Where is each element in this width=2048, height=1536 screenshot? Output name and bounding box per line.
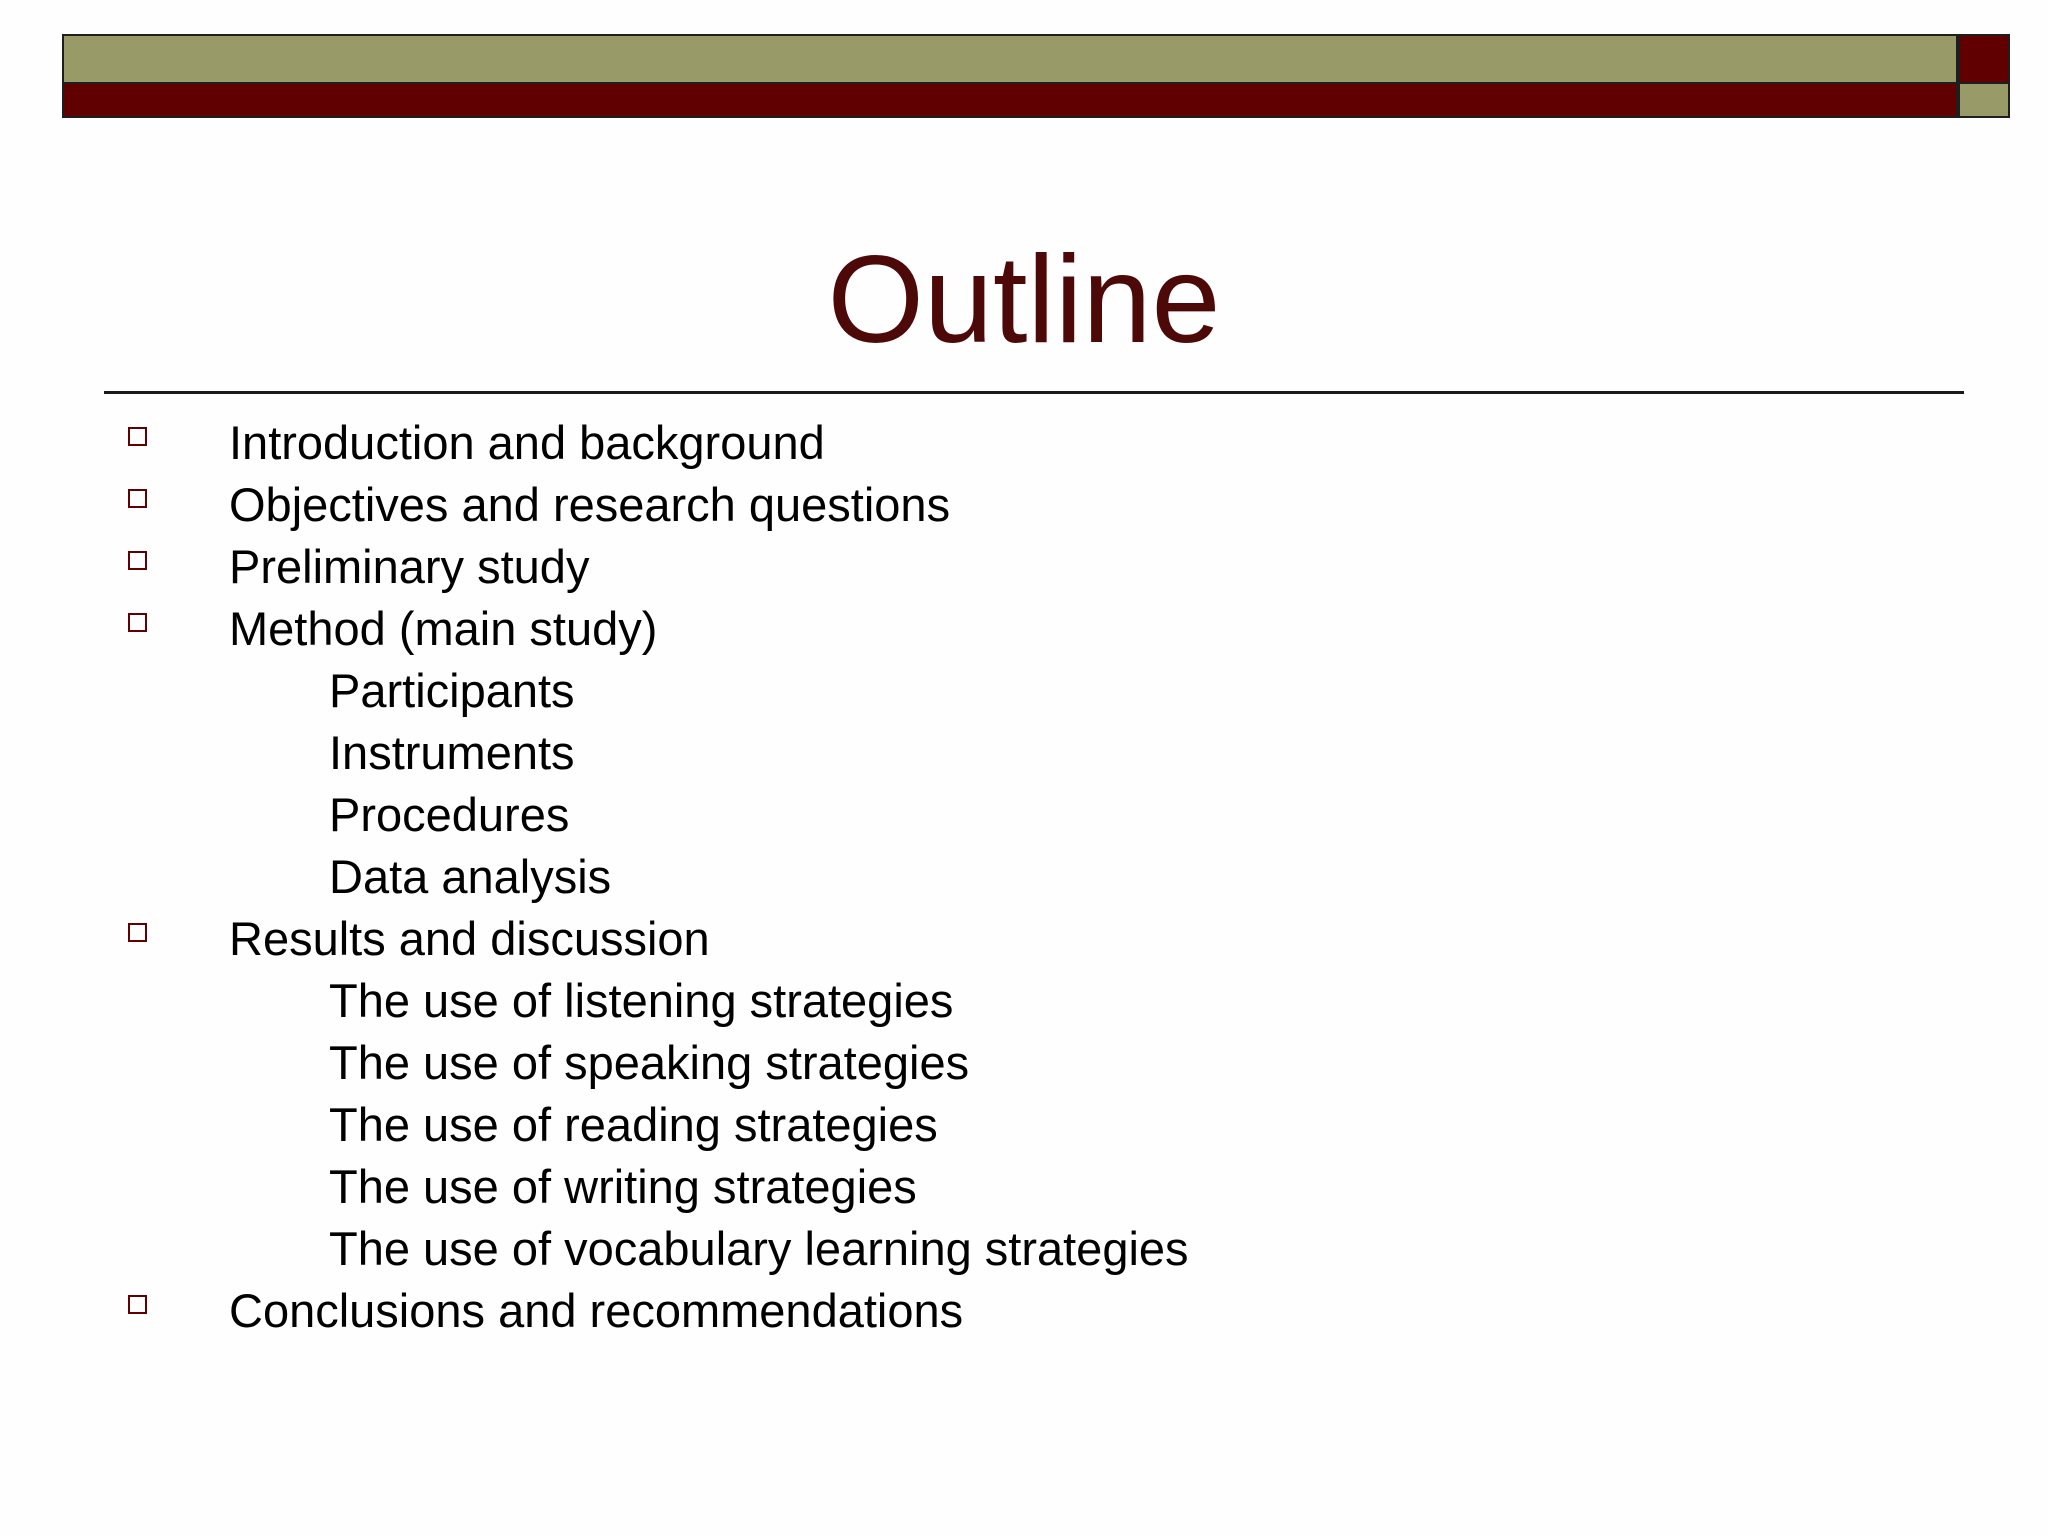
hollow-square-icon <box>128 613 147 632</box>
outline-item-text: Preliminary study <box>229 540 590 593</box>
outline-list <box>0 412 2048 1342</box>
outline-item-text: Objectives and research questions <box>229 478 951 531</box>
outline-item-text: Procedures <box>329 788 570 841</box>
hollow-square-icon <box>128 427 147 446</box>
outline-item-text: The use of reading strategies <box>329 1098 938 1151</box>
header-maroon-band <box>62 84 1958 118</box>
outline-subitem <box>0 1094 2048 1156</box>
header-olive-square <box>1958 84 2010 118</box>
outline-item-text: The use of speaking strategies <box>329 1036 970 1089</box>
slide-title: Outline <box>827 231 1221 369</box>
outline-item <box>0 908 2048 970</box>
header-decoration <box>62 34 2010 118</box>
outline-subitem <box>0 784 2048 846</box>
outline-subitem <box>0 1218 2048 1280</box>
outline-subitem <box>0 970 2048 1032</box>
outline-item-text: The use of vocabulary learning strategies <box>329 1222 1189 1275</box>
outline-item-text: Results and discussion <box>229 912 710 965</box>
hollow-square-icon <box>128 1295 147 1314</box>
outline-item <box>0 536 2048 598</box>
outline-item-text: Method (main study) <box>229 602 658 655</box>
outline-item-text: Introduction and background <box>229 416 825 469</box>
hollow-square-icon <box>128 923 147 942</box>
outline-subitem <box>0 1032 2048 1094</box>
outline-item-text: The use of listening strategies <box>329 974 954 1027</box>
outline-item-text: The use of writing strategies <box>329 1160 917 1213</box>
outline-item-text: Conclusions and recommendations <box>229 1284 964 1337</box>
outline-subitem <box>0 722 2048 784</box>
outline-item <box>0 412 2048 474</box>
outline-subitem <box>0 1156 2048 1218</box>
outline-item <box>0 474 2048 536</box>
outline-subitem <box>0 660 2048 722</box>
title-divider <box>104 391 1964 394</box>
outline-item <box>0 598 2048 660</box>
header-olive-band <box>62 34 1958 84</box>
hollow-square-icon <box>128 489 147 508</box>
header-maroon-square <box>1958 34 2010 84</box>
hollow-square-icon <box>128 551 147 570</box>
outline-item-text: Instruments <box>329 726 575 779</box>
outline-subitem <box>0 846 2048 908</box>
outline-item-text: Participants <box>329 664 575 717</box>
outline-item <box>0 1280 2048 1342</box>
outline-item-text: Data analysis <box>329 850 612 903</box>
